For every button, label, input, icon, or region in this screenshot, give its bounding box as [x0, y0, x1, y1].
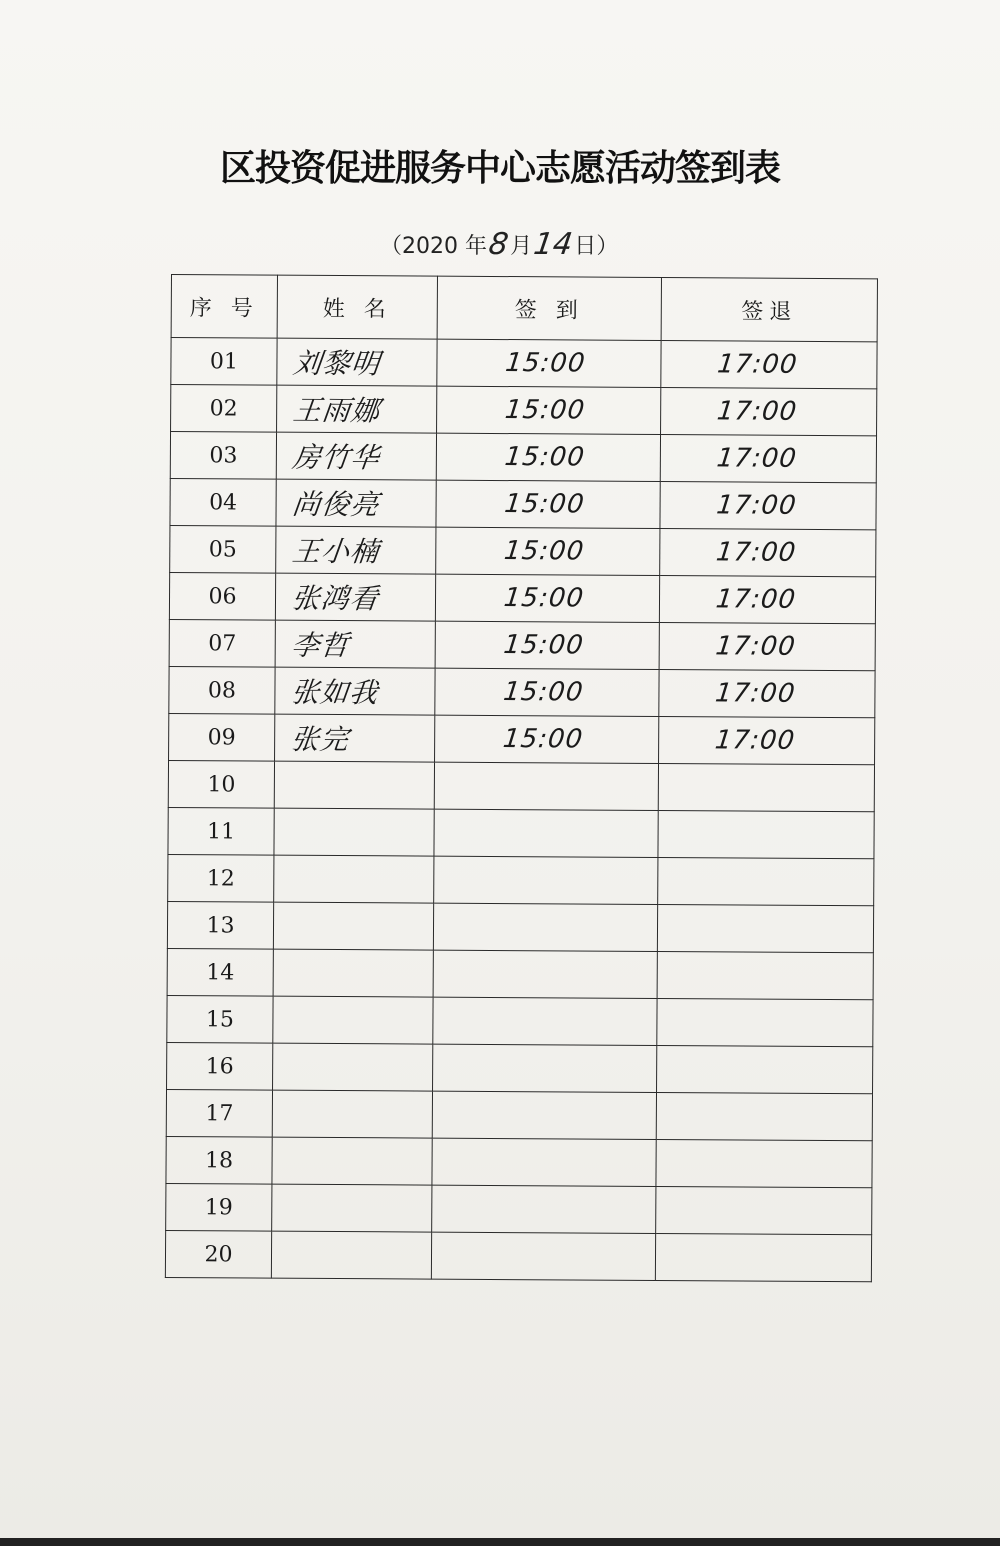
row-sign-out-time-cell	[657, 1045, 873, 1093]
row-name-signature: 李哲	[289, 628, 352, 663]
row-number: 06	[208, 583, 237, 609]
row-sign-in-time: 15:00	[501, 677, 586, 708]
table-row	[170, 478, 876, 529]
row-name-signature: 尚俊亮	[290, 487, 382, 522]
row-name-signature: 张鸿看	[290, 581, 381, 616]
row-name-signature-cell	[275, 573, 435, 621]
row-sign-in-time: 15:00	[502, 583, 586, 614]
table-row	[167, 901, 873, 952]
row-sign-in-time: 15:00	[503, 348, 588, 379]
row-sign-out-time: 17:00	[714, 537, 798, 568]
row-number-cell	[167, 995, 273, 1043]
row-sign-in-time-cell	[433, 1044, 657, 1092]
row-number-cell	[168, 760, 274, 808]
row-name-signature: 张如我	[289, 675, 381, 710]
row-number-cell	[166, 1136, 272, 1184]
table-row	[168, 807, 874, 858]
row-sign-in-time-cell	[434, 809, 658, 857]
row-sign-in-time-cell	[432, 1091, 656, 1139]
row-number: 08	[207, 677, 237, 703]
table-row	[169, 666, 875, 717]
row-name-signature-cell	[277, 385, 437, 433]
date-open-paren: （	[380, 233, 403, 259]
row-sign-in-time-cell	[437, 386, 661, 434]
row-sign-in-time-cell	[433, 903, 657, 951]
row-number: 16	[205, 1053, 234, 1079]
row-number-cell	[171, 338, 277, 386]
row-number: 07	[208, 630, 237, 656]
row-name-signature-cell	[273, 902, 433, 950]
row-name-signature-cell	[274, 855, 434, 903]
row-number: 10	[207, 771, 236, 797]
row-name-signature-cell	[274, 761, 434, 809]
row-sign-in-time-cell	[435, 668, 659, 716]
date-close-paren: ）	[596, 233, 619, 259]
table-row	[168, 854, 874, 905]
row-sign-out-time-cell	[658, 763, 874, 811]
row-name-signature-cell	[272, 1137, 432, 1185]
row-name-signature-cell	[277, 338, 437, 386]
row-number: 02	[209, 395, 238, 421]
table-row	[167, 948, 873, 999]
row-number-cell	[169, 572, 275, 620]
row-name-signature: 房竹华	[290, 440, 382, 475]
row-name-signature-cell	[274, 808, 434, 856]
row-name-signature-cell	[275, 620, 435, 668]
row-name-signature-cell	[276, 432, 436, 480]
table-header-row	[171, 275, 877, 342]
row-sign-in-time-cell	[433, 997, 657, 1045]
row-sign-out-time: 17:00	[714, 490, 799, 521]
row-number: 18	[205, 1147, 234, 1173]
row-sign-in-time-cell	[437, 339, 661, 387]
row-sign-out-time-cell	[657, 998, 873, 1046]
row-sign-in-time-cell	[432, 1138, 656, 1186]
table-row	[168, 760, 874, 811]
date-day-suffix: 日	[574, 233, 597, 259]
row-name-signature-cell	[273, 996, 433, 1044]
date-month-suffix: 月	[510, 233, 533, 259]
signin-table	[165, 274, 878, 1282]
row-name-signature: 张完	[289, 722, 351, 757]
row-sign-in-time-cell	[435, 621, 659, 669]
row-sign-in-time: 15:00	[502, 489, 587, 520]
table-row	[166, 1183, 872, 1234]
row-sign-in-time-cell	[436, 527, 660, 575]
row-sign-in-time: 15:00	[501, 724, 585, 755]
row-number-cell	[170, 432, 276, 480]
scan-edge	[0, 1538, 1000, 1546]
row-sign-out-time-cell	[659, 716, 875, 764]
row-sign-out-time-cell	[660, 481, 876, 529]
row-sign-out-time-cell	[659, 622, 875, 670]
row-sign-out-time: 17:00	[715, 396, 799, 427]
row-sign-out-time: 17:00	[715, 443, 799, 474]
row-name-signature: 王小楠	[290, 534, 381, 569]
row-sign-out-time: 17:00	[715, 349, 800, 380]
header-sign-out: 签退	[661, 277, 877, 341]
date-month-handwritten: 8	[486, 226, 511, 262]
row-number-cell	[170, 478, 276, 526]
row-number-cell	[168, 807, 274, 855]
row-number: 19	[204, 1194, 233, 1220]
row-sign-in-time-cell	[433, 950, 657, 998]
row-name-signature-cell	[271, 1231, 431, 1279]
row-sign-in-time: 15:00	[503, 395, 587, 426]
row-number: 12	[206, 865, 235, 891]
row-name-signature-cell	[276, 526, 436, 574]
row-sign-out-time-cell	[660, 528, 876, 576]
row-sign-in-time: 15:00	[502, 630, 586, 661]
table-row	[171, 385, 877, 436]
row-name-signature-cell	[273, 949, 433, 997]
header-no: 序 号	[171, 275, 277, 339]
page-title: 区投资促进服务中心志愿活动签到表	[219, 147, 780, 189]
row-number: 15	[205, 1006, 235, 1032]
table-row	[169, 572, 875, 623]
row-sign-out-time-cell	[661, 387, 877, 435]
row-number-cell	[168, 854, 274, 902]
row-sign-out-time-cell	[659, 575, 875, 623]
row-sign-out-time-cell	[657, 951, 873, 999]
row-number-cell	[169, 713, 275, 761]
row-number: 01	[209, 348, 239, 374]
row-number-cell	[170, 525, 276, 573]
row-sign-out-time-cell	[656, 1186, 872, 1234]
date-line	[380, 222, 618, 266]
row-number-cell	[167, 1042, 273, 1090]
table-row	[170, 525, 876, 576]
table-row	[166, 1136, 872, 1187]
row-sign-in-time-cell	[431, 1232, 655, 1280]
row-sign-in-time-cell	[434, 856, 658, 904]
table-row	[165, 1230, 871, 1281]
row-name-signature: 刘黎明	[291, 346, 383, 381]
row-sign-out-time: 17:00	[714, 631, 798, 662]
row-number: 13	[206, 912, 235, 938]
row-number-cell	[167, 948, 273, 996]
row-number-cell	[166, 1089, 272, 1137]
row-number: 05	[208, 536, 237, 562]
row-sign-out-time-cell	[658, 857, 874, 905]
table-row	[169, 713, 875, 764]
row-number-cell	[169, 619, 275, 667]
table-row	[169, 619, 875, 670]
row-name-signature-cell	[276, 479, 436, 527]
table-row	[167, 1042, 873, 1093]
header-sign-in: 签 到	[437, 276, 661, 340]
row-sign-in-time-cell	[435, 715, 659, 763]
table-row	[170, 432, 876, 483]
row-number-cell	[167, 901, 273, 949]
row-number: 04	[209, 489, 238, 515]
row-sign-in-time-cell	[436, 433, 660, 481]
row-sign-in-time-cell	[435, 574, 659, 622]
row-sign-out-time-cell	[655, 1233, 871, 1281]
table-row	[171, 338, 877, 389]
row-sign-out-time-cell	[659, 669, 875, 717]
row-number-cell	[166, 1183, 272, 1231]
row-sign-out-time-cell	[656, 1092, 872, 1140]
row-sign-out-time-cell	[660, 434, 876, 482]
row-number-cell	[165, 1230, 271, 1278]
row-number: 20	[204, 1241, 233, 1267]
row-sign-in-time-cell	[434, 762, 658, 810]
row-sign-out-time-cell	[656, 1139, 872, 1187]
row-name-signature-cell	[273, 1043, 433, 1091]
row-sign-in-time-cell	[436, 480, 660, 528]
row-name-signature-cell	[272, 1090, 432, 1138]
row-number: 14	[206, 959, 235, 985]
row-number: 17	[205, 1100, 234, 1126]
row-sign-out-time-cell	[661, 340, 877, 388]
row-number: 11	[207, 818, 236, 844]
date-day-handwritten: 14	[531, 226, 575, 262]
row-name-signature-cell	[275, 667, 435, 715]
row-sign-out-time: 17:00	[713, 725, 797, 756]
row-sign-out-time-cell	[658, 810, 874, 858]
row-name-signature: 王雨娜	[291, 393, 382, 428]
row-sign-out-time: 17:00	[713, 678, 798, 709]
row-sign-in-time: 15:00	[502, 536, 586, 567]
row-sign-out-time: 17:00	[714, 584, 798, 615]
row-number-cell	[171, 385, 277, 433]
row-name-signature-cell	[275, 714, 435, 762]
date-year: 2020 年	[402, 233, 487, 259]
row-name-signature-cell	[272, 1184, 432, 1232]
row-sign-in-time-cell	[432, 1185, 656, 1233]
row-sign-out-time-cell	[657, 904, 873, 952]
header-name: 姓 名	[277, 275, 437, 339]
row-number-cell	[169, 666, 275, 714]
row-sign-in-time: 15:00	[503, 442, 587, 473]
row-number: 09	[207, 724, 236, 750]
table-row	[166, 1089, 872, 1140]
row-number: 03	[209, 442, 238, 468]
table-row	[167, 995, 873, 1046]
